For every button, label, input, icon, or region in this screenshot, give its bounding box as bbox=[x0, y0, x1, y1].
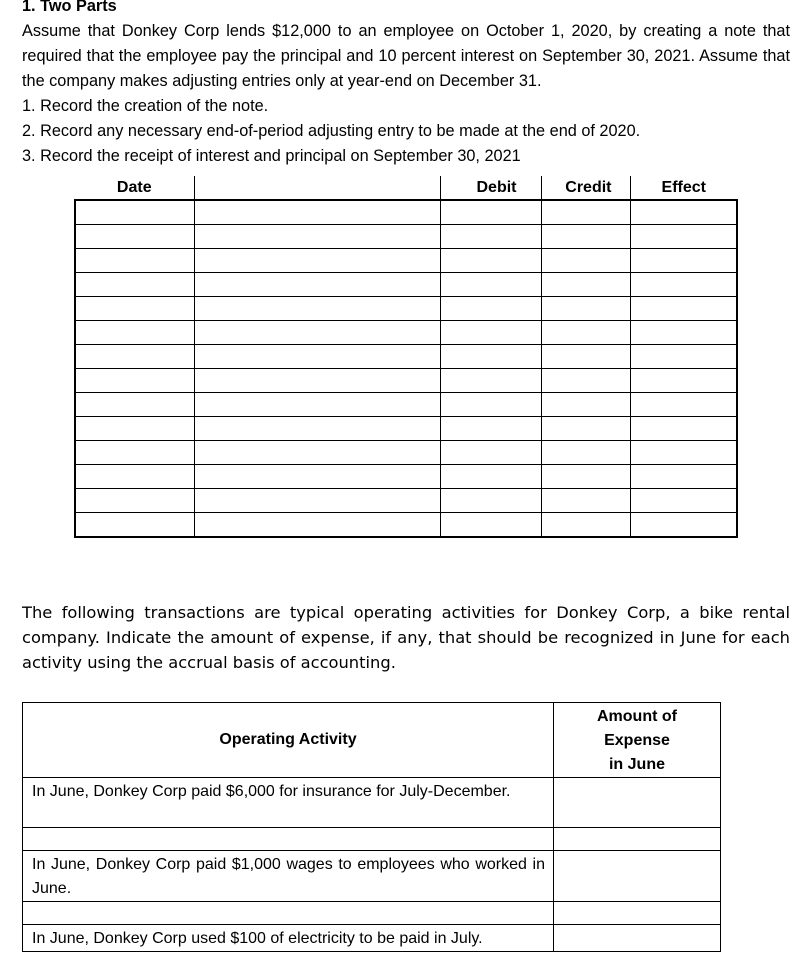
credit-cell[interactable] bbox=[541, 489, 630, 513]
problem-statement: Assume that Donkey Corp lends $12,000 to an employee on October 1, 2020, by creating a note that required that the employee pay the principal and 10 percent interest on September 30, 2021. Assume that the company makes adjusting entries only at year-end on December 31. bbox=[22, 22, 790, 90]
credit-cell[interactable] bbox=[541, 321, 630, 345]
effect-cell[interactable] bbox=[630, 489, 737, 513]
expense-header-line-2: Expense bbox=[604, 732, 670, 749]
credit-cell[interactable] bbox=[541, 441, 630, 465]
journal-row bbox=[75, 513, 737, 538]
effect-column-header: Effect bbox=[630, 176, 737, 200]
debit-cell[interactable] bbox=[440, 489, 541, 513]
ops-row-insurance bbox=[23, 778, 721, 828]
journal-row bbox=[75, 200, 737, 225]
effect-cell[interactable] bbox=[630, 417, 737, 441]
debit-cell[interactable] bbox=[440, 200, 541, 225]
credit-cell[interactable] bbox=[541, 417, 630, 441]
debit-cell[interactable] bbox=[440, 297, 541, 321]
expense-amount-header bbox=[554, 703, 721, 778]
credit-cell[interactable] bbox=[541, 297, 630, 321]
journal-row bbox=[75, 465, 737, 489]
credit-cell[interactable] bbox=[541, 513, 630, 538]
debit-cell[interactable] bbox=[440, 321, 541, 345]
account-cell[interactable] bbox=[194, 249, 440, 273]
ops-header-row bbox=[23, 703, 721, 778]
part-one bbox=[22, 0, 790, 169]
debit-cell[interactable] bbox=[440, 441, 541, 465]
expense-amount-cell[interactable] bbox=[554, 851, 721, 902]
journal-row bbox=[75, 489, 737, 513]
date-cell[interactable] bbox=[75, 465, 194, 489]
instruction-3: 3. Record the receipt of interest and principal on September 30, 2021 bbox=[22, 147, 521, 165]
expense-amount-cell[interactable] bbox=[554, 925, 721, 952]
date-cell[interactable] bbox=[75, 225, 194, 249]
effect-cell[interactable] bbox=[630, 513, 737, 538]
ops-row-electricity bbox=[23, 925, 721, 952]
date-cell[interactable] bbox=[75, 369, 194, 393]
effect-cell[interactable] bbox=[630, 345, 737, 369]
effect-cell[interactable] bbox=[630, 441, 737, 465]
debit-cell[interactable] bbox=[440, 225, 541, 249]
date-cell[interactable] bbox=[75, 441, 194, 465]
account-cell[interactable] bbox=[194, 441, 440, 465]
date-cell[interactable] bbox=[75, 489, 194, 513]
date-cell[interactable] bbox=[75, 393, 194, 417]
credit-cell[interactable] bbox=[541, 249, 630, 273]
effect-cell[interactable] bbox=[630, 321, 737, 345]
part-two-instructions: The following transactions are typical operating activities for Donkey Corp, a bike rental company. Indicate the amount of expense, if any, that should be recognized in June for each activity using the accrual basis of accounting. bbox=[22, 603, 790, 672]
account-cell[interactable] bbox=[194, 273, 440, 297]
debit-cell[interactable] bbox=[440, 393, 541, 417]
activity-cell: In June, Donkey Corp paid $6,000 for insurance for July-December. bbox=[23, 778, 554, 828]
account-cell[interactable] bbox=[194, 200, 440, 225]
account-cell[interactable] bbox=[194, 369, 440, 393]
effect-cell[interactable] bbox=[630, 369, 737, 393]
account-cell[interactable] bbox=[194, 297, 440, 321]
expense-header-line-1: Amount of bbox=[597, 708, 677, 725]
effect-cell[interactable] bbox=[630, 249, 737, 273]
effect-cell[interactable] bbox=[630, 465, 737, 489]
credit-column-header: Credit bbox=[541, 176, 630, 200]
account-cell[interactable] bbox=[194, 225, 440, 249]
credit-cell[interactable] bbox=[541, 200, 630, 225]
account-column-header bbox=[194, 176, 440, 200]
credit-cell[interactable] bbox=[541, 393, 630, 417]
date-cell[interactable] bbox=[75, 417, 194, 441]
expense-amount-cell[interactable] bbox=[554, 778, 721, 828]
journal-entry-table bbox=[74, 176, 738, 538]
journal-row bbox=[75, 345, 737, 369]
expense-amount-cell[interactable] bbox=[554, 828, 721, 851]
ops-spacer-row bbox=[23, 902, 721, 925]
expense-amount-cell[interactable] bbox=[554, 902, 721, 925]
date-cell[interactable] bbox=[75, 321, 194, 345]
effect-cell[interactable] bbox=[630, 297, 737, 321]
debit-cell[interactable] bbox=[440, 465, 541, 489]
effect-cell[interactable] bbox=[630, 393, 737, 417]
journal-row bbox=[75, 441, 737, 465]
effect-cell[interactable] bbox=[630, 200, 737, 225]
journal-row bbox=[75, 369, 737, 393]
activity-cell: In June, Donkey Corp paid $1,000 wages to employees who worked in June. bbox=[23, 851, 554, 902]
activity-cell bbox=[23, 902, 554, 925]
journal-row bbox=[75, 321, 737, 345]
activity-cell bbox=[23, 828, 554, 851]
debit-cell[interactable] bbox=[440, 249, 541, 273]
credit-cell[interactable] bbox=[541, 369, 630, 393]
date-column-header: Date bbox=[75, 176, 194, 200]
date-cell[interactable] bbox=[75, 273, 194, 297]
ops-row-wages bbox=[23, 851, 721, 902]
credit-cell[interactable] bbox=[541, 465, 630, 489]
credit-cell[interactable] bbox=[541, 225, 630, 249]
date-cell[interactable] bbox=[75, 249, 194, 273]
operating-activity-table bbox=[22, 702, 721, 952]
account-cell[interactable] bbox=[194, 393, 440, 417]
debit-cell[interactable] bbox=[440, 345, 541, 369]
journal-header-row bbox=[75, 176, 737, 200]
journal-row bbox=[75, 225, 737, 249]
credit-cell[interactable] bbox=[541, 273, 630, 297]
ops-spacer-row bbox=[23, 828, 721, 851]
debit-cell[interactable] bbox=[440, 417, 541, 441]
account-cell[interactable] bbox=[194, 417, 440, 441]
account-cell[interactable] bbox=[194, 513, 440, 538]
journal-row bbox=[75, 417, 737, 441]
effect-cell[interactable] bbox=[630, 273, 737, 297]
debit-cell[interactable] bbox=[440, 369, 541, 393]
date-cell[interactable] bbox=[75, 345, 194, 369]
journal-body bbox=[75, 200, 737, 537]
account-cell[interactable] bbox=[194, 465, 440, 489]
account-cell[interactable] bbox=[194, 345, 440, 369]
date-cell[interactable] bbox=[75, 200, 194, 225]
expense-header-line-3: in June bbox=[608, 756, 665, 773]
effect-cell[interactable] bbox=[630, 225, 737, 249]
journal-row bbox=[75, 297, 737, 321]
debit-cell[interactable] bbox=[440, 513, 541, 538]
operating-activity-header: Operating Activity bbox=[23, 703, 554, 778]
account-cell[interactable] bbox=[194, 321, 440, 345]
instruction-2: 2. Record any necessary end-of-period adjusting entry to be made at the end of 2020. bbox=[22, 122, 641, 140]
part-title: 1. Two Parts bbox=[22, 0, 117, 15]
instruction-1: 1. Record the creation of the note. bbox=[22, 97, 269, 115]
account-cell[interactable] bbox=[194, 489, 440, 513]
debit-column-header: Debit bbox=[440, 176, 541, 200]
date-cell[interactable] bbox=[75, 513, 194, 538]
journal-row bbox=[75, 273, 737, 297]
date-cell[interactable] bbox=[75, 297, 194, 321]
credit-cell[interactable] bbox=[541, 345, 630, 369]
debit-cell[interactable] bbox=[440, 273, 541, 297]
activity-cell: In June, Donkey Corp used $100 of electricity to be paid in July. bbox=[23, 925, 554, 952]
journal-row bbox=[75, 393, 737, 417]
journal-row bbox=[75, 249, 737, 273]
